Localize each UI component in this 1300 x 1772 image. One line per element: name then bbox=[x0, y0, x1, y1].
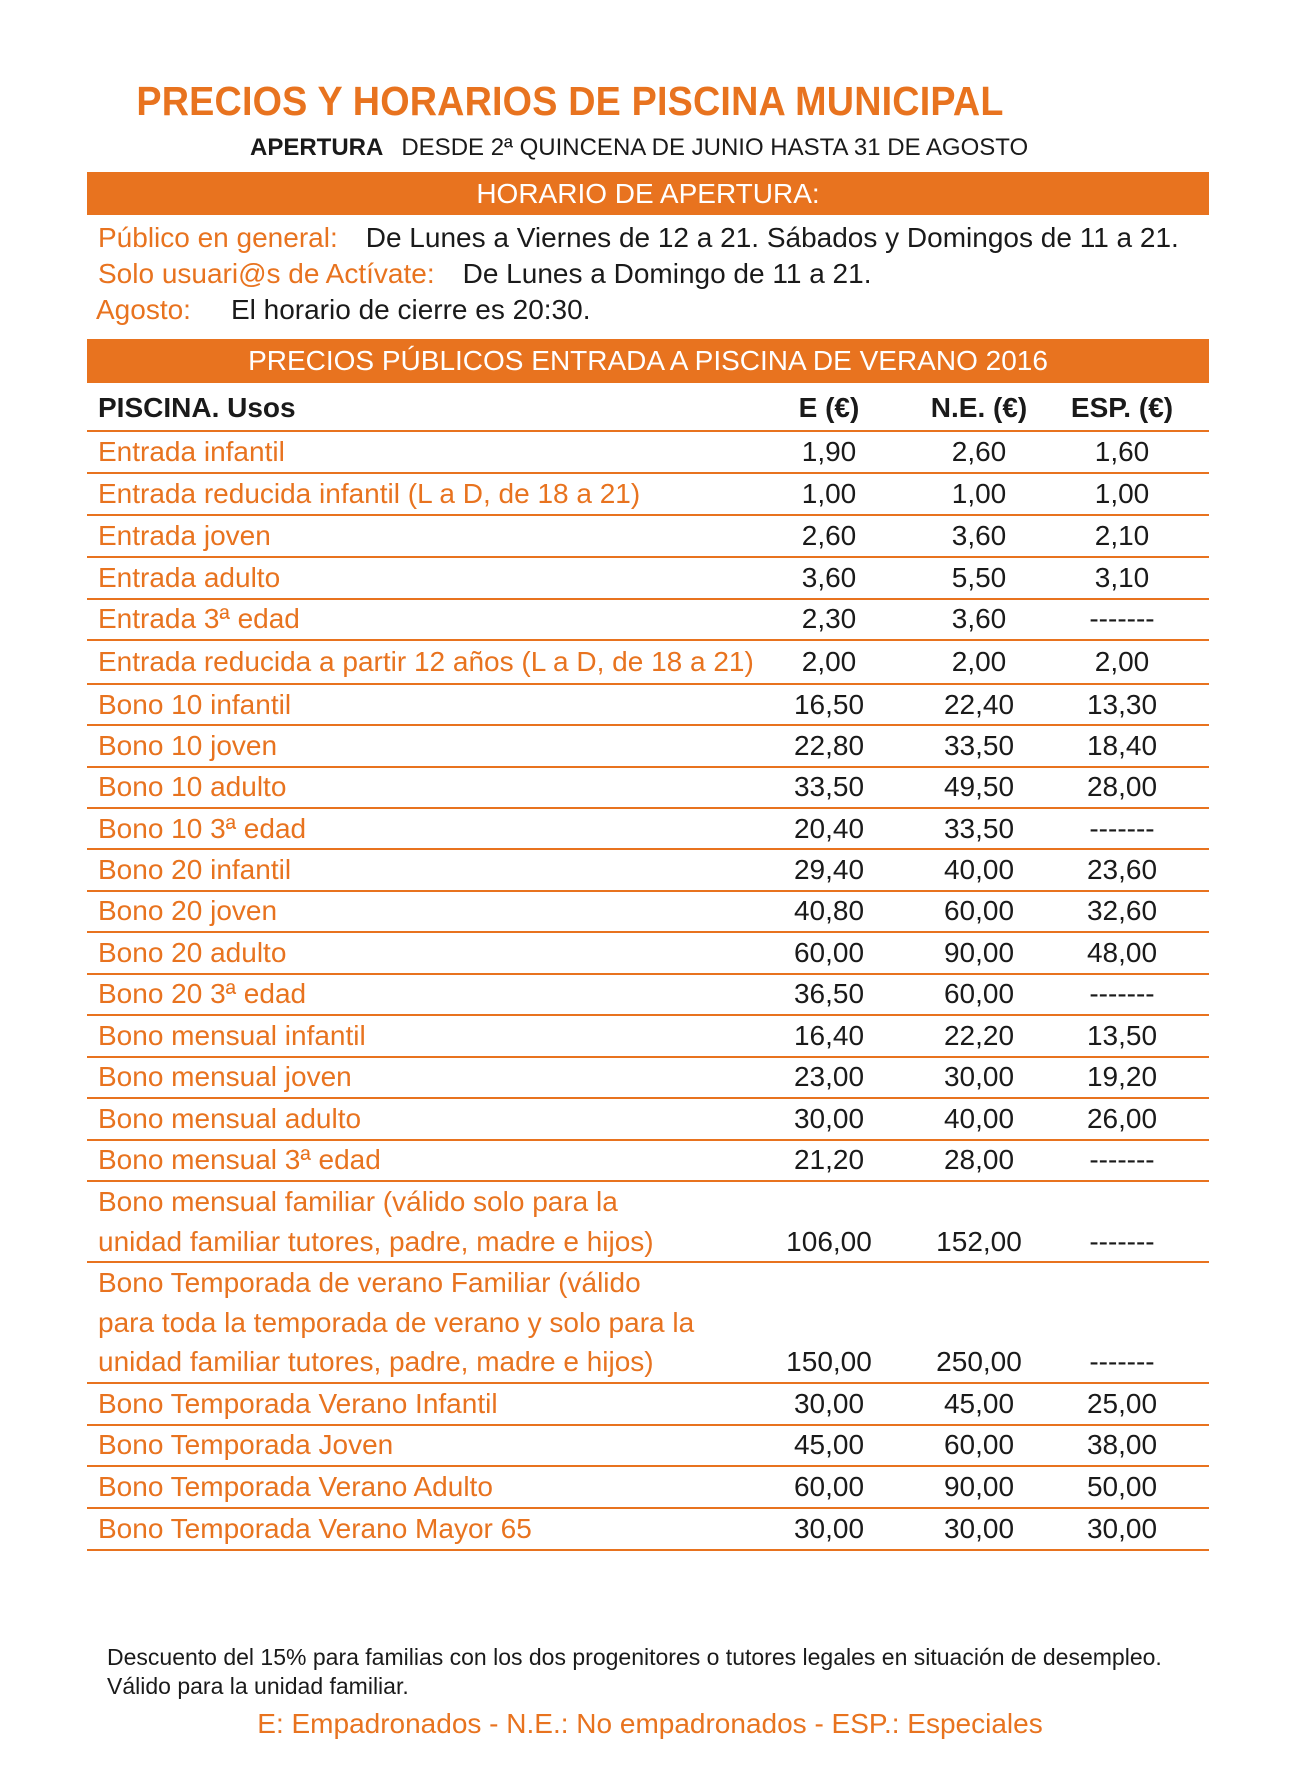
schedule-line-label: Solo usuari@s de Actívate: bbox=[98, 258, 435, 289]
row-name-line: Bono Temporada de verano Familiar (válido bbox=[98, 1267, 641, 1298]
table-row bbox=[87, 1182, 1209, 1263]
row-name: Bono 20 joven bbox=[98, 895, 278, 927]
row-name: Bono mensual infantil bbox=[98, 1019, 366, 1051]
price-e: 106,00 bbox=[786, 1225, 872, 1257]
price-esp: 50,00 bbox=[1086, 1470, 1158, 1502]
row-name: Bono Temporada Verano Adulto bbox=[98, 1470, 493, 1502]
table-row bbox=[87, 850, 1209, 892]
price-ne: 60,00 bbox=[943, 895, 1015, 927]
price-e: 45,00 bbox=[793, 1429, 865, 1461]
price-esp: 2,10 bbox=[1094, 519, 1150, 551]
price-ne: 40,00 bbox=[943, 853, 1015, 885]
price-esp: ------- bbox=[1089, 1144, 1155, 1176]
row-name: Bono Temporada Verano Infantil bbox=[98, 1387, 498, 1419]
price-esp: 2,00 bbox=[1094, 646, 1150, 677]
opening-label: APERTURA bbox=[250, 134, 384, 161]
row-name-line: Bono mensual familiar (válido solo para la bbox=[98, 1186, 618, 1217]
price-e: 3,60 bbox=[801, 561, 857, 593]
price-ne: 40,00 bbox=[943, 1102, 1015, 1134]
price-ne: 22,40 bbox=[943, 688, 1015, 720]
row-name: Bono 20 3ª edad bbox=[98, 978, 307, 1010]
table-row bbox=[87, 516, 1209, 558]
table-row bbox=[87, 1099, 1209, 1141]
price-esp: 18,40 bbox=[1086, 729, 1158, 761]
table-row bbox=[87, 1384, 1209, 1426]
row-name: Entrada 3ª edad bbox=[98, 603, 300, 635]
price-ne: 33,50 bbox=[943, 812, 1015, 844]
price-e: 2,30 bbox=[801, 603, 857, 635]
price-e: 1,90 bbox=[801, 435, 857, 467]
table-row bbox=[87, 600, 1209, 642]
opening-period bbox=[250, 134, 1028, 162]
price-ne: 33,50 bbox=[943, 729, 1015, 761]
table-row bbox=[87, 685, 1209, 726]
row-name: Entrada reducida a partir 12 años (L a D, de 18 a 21) bbox=[98, 646, 754, 677]
price-table-body bbox=[87, 432, 1209, 1551]
price-esp: 3,10 bbox=[1094, 561, 1150, 593]
price-e: 21,20 bbox=[793, 1144, 865, 1176]
price-esp: 13,30 bbox=[1086, 688, 1158, 720]
price-esp: 23,60 bbox=[1086, 853, 1158, 885]
column-header-esp: ESP. (€) bbox=[1070, 392, 1174, 423]
table-row bbox=[87, 1509, 1209, 1551]
row-name: Bono mensual 3ª edad bbox=[98, 1144, 381, 1176]
price-e: 23,00 bbox=[793, 1061, 865, 1093]
column-header-ne: N.E. (€) bbox=[930, 392, 1028, 423]
price-e: 16,50 bbox=[793, 688, 865, 720]
price-e: 30,00 bbox=[793, 1512, 865, 1544]
row-name: Bono Temporada Verano Mayor 65 bbox=[98, 1512, 532, 1544]
price-e: 33,50 bbox=[793, 771, 865, 803]
schedule-line-text: De Lunes a Domingo de 11 a 21. bbox=[462, 258, 872, 289]
price-esp: 13,50 bbox=[1086, 1019, 1158, 1051]
table-row bbox=[87, 892, 1209, 934]
price-esp: 1,00 bbox=[1094, 477, 1150, 509]
table-row bbox=[87, 809, 1209, 850]
table-row bbox=[87, 1058, 1209, 1100]
row-name: Bono 20 infantil bbox=[98, 853, 292, 885]
price-ne: 2,60 bbox=[951, 435, 1007, 467]
row-name bbox=[98, 1263, 694, 1382]
price-e: 30,00 bbox=[793, 1102, 865, 1134]
price-ne: 30,00 bbox=[943, 1512, 1015, 1544]
price-e: 30,00 bbox=[793, 1387, 865, 1419]
discount-note bbox=[107, 1643, 1207, 1701]
price-esp: 19,20 bbox=[1086, 1061, 1158, 1093]
price-ne: 2,00 bbox=[951, 646, 1007, 677]
price-ne: 60,00 bbox=[943, 978, 1015, 1010]
table-row bbox=[87, 1016, 1209, 1058]
table-row bbox=[87, 1141, 1209, 1183]
row-name bbox=[98, 1182, 654, 1261]
row-name: Entrada reducida infantil (L a D, de 18 a 21) bbox=[98, 477, 641, 509]
row-name: Bono Temporada Joven bbox=[98, 1429, 394, 1461]
table-row bbox=[87, 975, 1209, 1017]
price-esp: 32,60 bbox=[1086, 895, 1158, 927]
row-name: Bono 20 adulto bbox=[98, 936, 287, 968]
table-row bbox=[87, 726, 1209, 768]
row-name: Bono mensual adulto bbox=[98, 1102, 362, 1134]
row-name: Bono 10 adulto bbox=[98, 771, 287, 803]
column-header-e: E (€) bbox=[798, 392, 860, 423]
price-esp: ------- bbox=[1089, 978, 1155, 1010]
table-row bbox=[87, 1263, 1209, 1384]
price-esp: ------- bbox=[1089, 1225, 1155, 1257]
table-row bbox=[87, 1426, 1209, 1468]
opening-text: DESDE 2ª QUINCENA DE JUNIO HASTA 31 DE AGOSTO bbox=[401, 134, 1029, 161]
page-title: PRECIOS Y HORARIOS DE PISCINA MUNICIPAL bbox=[136, 78, 1004, 124]
discount-note-line: Válido para la unidad familiar. bbox=[107, 1673, 409, 1699]
price-esp: ------- bbox=[1089, 1346, 1155, 1378]
row-name: Bono 10 3ª edad bbox=[98, 812, 307, 844]
discount-note-line: Descuento del 15% para familias con los dos progenitores o tutores legales en situación de desempleo. bbox=[107, 1644, 1162, 1670]
schedule-line-activate bbox=[98, 258, 871, 290]
row-name: Bono 10 joven bbox=[98, 729, 278, 761]
row-name-line: para toda la temporada de verano y solo para la bbox=[98, 1306, 695, 1338]
price-e: 60,00 bbox=[793, 1470, 865, 1502]
price-e: 36,50 bbox=[793, 978, 865, 1010]
table-row bbox=[87, 474, 1209, 516]
table-row bbox=[87, 432, 1209, 474]
price-ne: 45,00 bbox=[943, 1387, 1015, 1419]
price-e: 20,40 bbox=[793, 812, 865, 844]
price-ne: 22,20 bbox=[943, 1019, 1015, 1051]
legend: E: Empadronados - N.E.: No empadronados - ESP.: Especiales bbox=[257, 1708, 1043, 1739]
schedule-header: HORARIO DE APERTURA: bbox=[87, 172, 1209, 215]
price-esp: ------- bbox=[1089, 603, 1155, 635]
price-ne: 30,00 bbox=[943, 1061, 1015, 1093]
price-esp: 1,60 bbox=[1094, 435, 1150, 467]
price-ne: 250,00 bbox=[936, 1346, 1022, 1378]
table-header bbox=[87, 386, 1209, 432]
price-ne: 49,50 bbox=[943, 771, 1015, 803]
price-ne: 28,00 bbox=[943, 1144, 1015, 1176]
price-ne: 3,60 bbox=[951, 603, 1007, 635]
price-e: 40,80 bbox=[793, 895, 865, 927]
schedule-line-august bbox=[96, 294, 590, 326]
price-e: 2,60 bbox=[801, 519, 857, 551]
prices-header: PRECIOS PÚBLICOS ENTRADA A PISCINA DE VERANO 2016 bbox=[87, 339, 1209, 383]
price-ne: 90,00 bbox=[943, 1470, 1015, 1502]
price-e: 1,00 bbox=[801, 477, 857, 509]
column-header-uses: PISCINA. Usos bbox=[98, 392, 296, 423]
row-name: Entrada joven bbox=[98, 519, 271, 551]
schedule-line-text: De Lunes a Viernes de 12 a 21. Sábados y Domingos de 11 a 21. bbox=[365, 222, 1179, 253]
price-e: 150,00 bbox=[786, 1346, 872, 1378]
table-row bbox=[87, 768, 1209, 810]
price-ne: 5,50 bbox=[951, 561, 1007, 593]
price-esp: ------- bbox=[1089, 812, 1155, 844]
price-esp: 38,00 bbox=[1086, 1429, 1158, 1461]
schedule-line-label: Público en general: bbox=[98, 222, 338, 253]
price-ne: 3,60 bbox=[951, 519, 1007, 551]
row-name-line: unidad familiar tutores, padre, madre e hijos) bbox=[98, 1225, 654, 1257]
price-esp: 30,00 bbox=[1086, 1512, 1158, 1544]
price-esp: 48,00 bbox=[1086, 936, 1158, 968]
price-esp: 28,00 bbox=[1086, 771, 1158, 803]
row-name: Entrada infantil bbox=[98, 435, 285, 467]
row-name-line: unidad familiar tutores, padre, madre e hijos) bbox=[98, 1346, 654, 1378]
row-name: Bono mensual joven bbox=[98, 1061, 352, 1093]
price-esp: 25,00 bbox=[1086, 1387, 1158, 1419]
price-ne: 90,00 bbox=[943, 936, 1015, 968]
schedule-line-general bbox=[98, 222, 1179, 254]
price-esp: 26,00 bbox=[1086, 1102, 1158, 1134]
price-ne: 60,00 bbox=[943, 1429, 1015, 1461]
row-name: Bono 10 infantil bbox=[98, 688, 292, 720]
schedule-line-label: Agosto: bbox=[96, 294, 191, 325]
price-e: 60,00 bbox=[793, 936, 865, 968]
table-row bbox=[87, 1467, 1209, 1509]
price-ne: 152,00 bbox=[936, 1225, 1022, 1257]
table-row bbox=[87, 641, 1209, 685]
table-row bbox=[87, 933, 1209, 975]
table-row bbox=[87, 558, 1209, 600]
price-e: 22,80 bbox=[793, 729, 865, 761]
price-e: 29,40 bbox=[793, 853, 865, 885]
schedule-line-text: El horario de cierre es 20:30. bbox=[230, 294, 591, 325]
price-e: 16,40 bbox=[793, 1019, 865, 1051]
price-ne: 1,00 bbox=[951, 477, 1007, 509]
price-e: 2,00 bbox=[801, 646, 857, 677]
row-name: Entrada adulto bbox=[98, 561, 281, 593]
